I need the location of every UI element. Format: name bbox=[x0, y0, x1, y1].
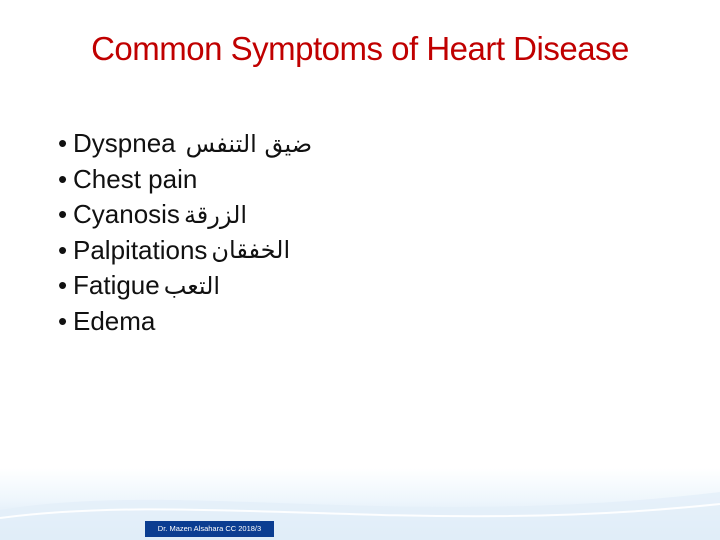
bullet-list bbox=[58, 126, 312, 339]
bullet-item-edema bbox=[58, 304, 312, 340]
bullet-text: Chest pain bbox=[73, 163, 198, 194]
bullet-dot-icon: • bbox=[58, 305, 68, 336]
bullet-arabic-text: الخفقان bbox=[211, 236, 291, 265]
bullet-item-fatigue bbox=[58, 268, 312, 304]
bullet-text: Cyanosis bbox=[73, 199, 180, 230]
bullet-dot-icon: • bbox=[58, 199, 68, 230]
bullet-arabic-text: ضيق التنفس bbox=[185, 129, 313, 158]
bullet-text: Dyspnea bbox=[73, 128, 176, 159]
bullet-text: Palpitations bbox=[73, 234, 208, 265]
bullet-item-dyspnea bbox=[58, 126, 312, 162]
bullet-text: Fatigue bbox=[73, 270, 160, 301]
bullet-item-palpitations bbox=[58, 233, 312, 269]
bullet-item-cyanosis bbox=[58, 197, 312, 233]
bullet-text: Edema bbox=[73, 305, 156, 336]
bullet-dot-icon: • bbox=[58, 163, 68, 194]
footer-wave-path bbox=[0, 492, 720, 540]
slide-title: Common Symptoms of Heart Disease bbox=[91, 30, 629, 67]
bullet-item-chest-pain bbox=[58, 162, 312, 198]
bullet-arabic-text: الزرقة bbox=[183, 200, 248, 229]
footer-label: Dr. Mazen Alsahara CC 2018/3 bbox=[145, 521, 274, 537]
footer-wave-decoration bbox=[0, 470, 720, 540]
bullet-dot-icon: • bbox=[58, 270, 68, 301]
bullet-dot-icon: • bbox=[58, 234, 68, 265]
bullet-dot-icon: • bbox=[58, 128, 68, 159]
bullet-arabic-text: التعب bbox=[163, 271, 221, 300]
